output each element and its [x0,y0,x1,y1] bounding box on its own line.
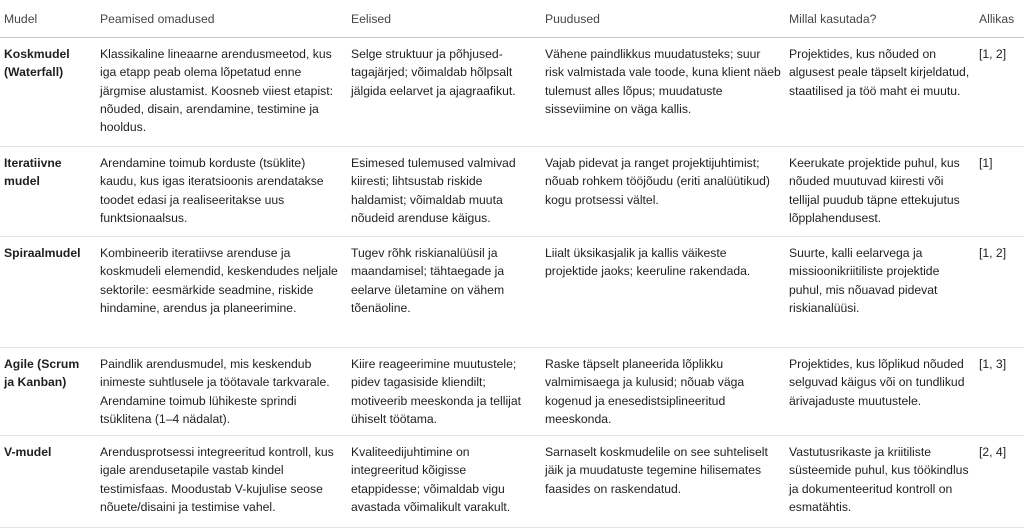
row-advantages: Selge struktuur ja põhjused-tagajärjed; võimaldab hõlpsalt jälgida eelarvet ja ajagraafikut. [347,38,541,147]
row-disadvantages: Liialt üksikasjalik ja kallis väikeste projektide jaoks; keeruline rakendada. [541,237,785,348]
row-source: [1, 2] [975,38,1024,147]
row-source: [1, 3] [975,348,1024,436]
row-model: V-mudel [0,436,96,528]
row-advantages: Esimesed tulemused valmivad kiiresti; lihtsustab riskide haldamist; võimaldab muuta nõudeid arenduse käigus. [347,147,541,237]
row-when: Keerukate projektide puhul, kus nõuded muutuvad kiiresti või tellijal puudub täpne ettekujutus lõpplahendusest. [785,147,975,237]
row-advantages: Kiire reageerimine muutustele; pidev tagasiside kliendilt; motiveerib meeskonda ja tellijat ühiselt töötama. [347,348,541,436]
row-source: [1, 2] [975,237,1024,348]
row-features: Arendusprotsessi integreeritud kontroll, kus igale arendusetapile vastab kindel testimisfaas. Moodustab V-kujulise seose nõuete/disaini ja testimise vahel. [96,436,347,528]
header-source: Allikas [975,0,1024,38]
row-model: Koskmudel (Waterfall) [0,38,96,147]
row-features: Arendamine toimub korduste (tsüklite) kaudu, kus igas iteratsioonis arendatakse toodet edasi ja realiseeritakse uus funktsionaalsus. [96,147,347,237]
row-model: Spiraalmudel [0,237,96,348]
row-advantages: Kvaliteedijuhtimine on integreeritud kõigisse etappidesse; võimaldab vigu avastada võimalikult varakult. [347,436,541,528]
header-advantages: Eelised [347,0,541,38]
header-disadvantages: Puudused [541,0,785,38]
row-model: Agile (Scrum ja Kanban) [0,348,96,436]
row-disadvantages: Vajab pidevat ja ranget projektijuhtimist; nõuab rohkem tööjõudu (eriti analüütikud) kogu protsessi vältel. [541,147,785,237]
row-disadvantages: Sarnaselt koskmudelile on see suhteliselt jäik ja muudatuste tegemine hilisemates faasides on raskendatud. [541,436,785,528]
header-features: Peamised omadused [96,0,347,38]
row-when: Projektides, kus lõplikud nõuded selguvad käigus või on tundlikud ärivajaduste muutustele. [785,348,975,436]
row-features: Klassikaline lineaarne arendusmeetod, kus iga etapp peab olema lõpetatud enne järgmise alustamist. Koosneb viiest etapist: nõuded, disain, arendamine, testimine ja hooldus. [96,38,347,147]
row-features: Paindlik arendusmudel, mis keskendub inimeste suhtlusele ja töötavale tarkvarale. Arendamine toimub lühikeste sprindi tsüklitena (1–4 nädalat). [96,348,347,436]
header-when: Millal kasutada? [785,0,975,38]
row-when: Vastutusrikaste ja kriitiliste süsteemide puhul, kus töökindlus ja dokumenteeritud kontroll on esmatähtis. [785,436,975,528]
row-when: Projektides, kus nõuded on algusest peale täpselt kirjeldatud, staatilised ja töö maht ei muutu. [785,38,975,147]
header-model: Mudel [0,0,96,38]
row-advantages: Tugev rõhk riskianalüüsil ja maandamisel; tähtaegade ja eelarve ületamine on vähem tõenäoline. [347,237,541,348]
row-features: Kombineerib iteratiivse arenduse ja koskmudeli elemendid, keskendudes neljale sektorile: eesmärkide seadmine, riskide hindamine, arendus ja planeerimine. [96,237,347,348]
row-source: [1] [975,147,1024,237]
row-disadvantages: Vähene paindlikkus muudatusteks; suur risk valmistada vale toode, kuna klient näeb tulemust alles lõpus; muudatuste sisseviimine on väga kallis. [541,38,785,147]
row-source: [2, 4] [975,436,1024,528]
row-disadvantages: Raske täpselt planeerida lõplikku valmimisaega ja kulusid; nõuab väga kogenud ja enesedistsiplineeritud meeskonda. [541,348,785,436]
row-model: Iteratiivne mudel [0,147,96,237]
row-when: Suurte, kalli eelarvega ja missioonikriitiliste projektide puhul, mis nõuavad pidevat riskianalüüsi. [785,237,975,348]
